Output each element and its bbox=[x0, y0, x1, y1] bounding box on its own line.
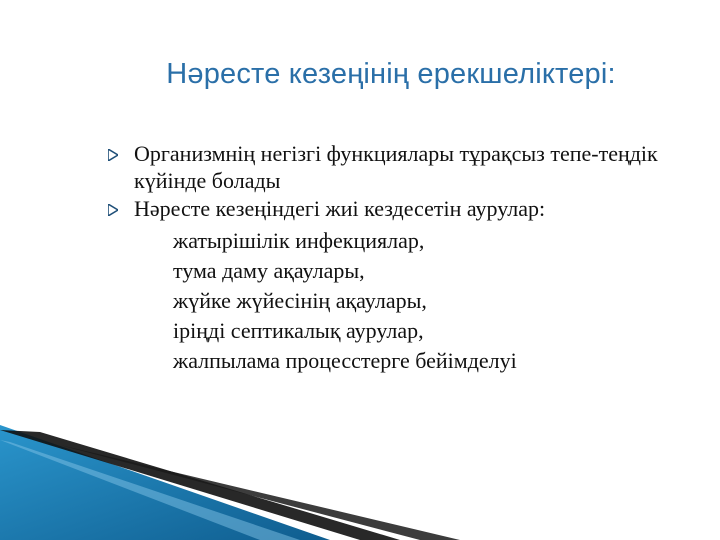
bullet-item bbox=[112, 140, 712, 194]
sub-list bbox=[112, 226, 712, 376]
bullet-text: Нәресте кезеңіндегі жиі кездесетін аурулар: bbox=[134, 196, 546, 221]
sub-list-item: жалпылама процесстерге бейімделуі bbox=[173, 348, 517, 373]
sub-list-item: іріңді септикалық аурулар, bbox=[173, 318, 424, 343]
triangle-bullet-icon bbox=[108, 149, 118, 161]
bullet-text: Организмнің негізгі функциялары тұрақсыз тепе-теңдік күйінде болады bbox=[134, 141, 658, 193]
slide-body bbox=[112, 140, 712, 376]
corner-decoration bbox=[0, 420, 720, 540]
slide-title: Нәресте кезеңінің ерекшеліктері: bbox=[166, 58, 616, 90]
sub-list-item: жатырішілік инфекциялар, bbox=[173, 228, 425, 253]
sub-list-item: тума даму ақаулары, bbox=[173, 258, 365, 283]
triangle-bullet-icon bbox=[108, 204, 118, 216]
sub-list-item: жүйке жүйесінің ақаулары, bbox=[173, 288, 427, 313]
bullet-item bbox=[112, 195, 712, 222]
